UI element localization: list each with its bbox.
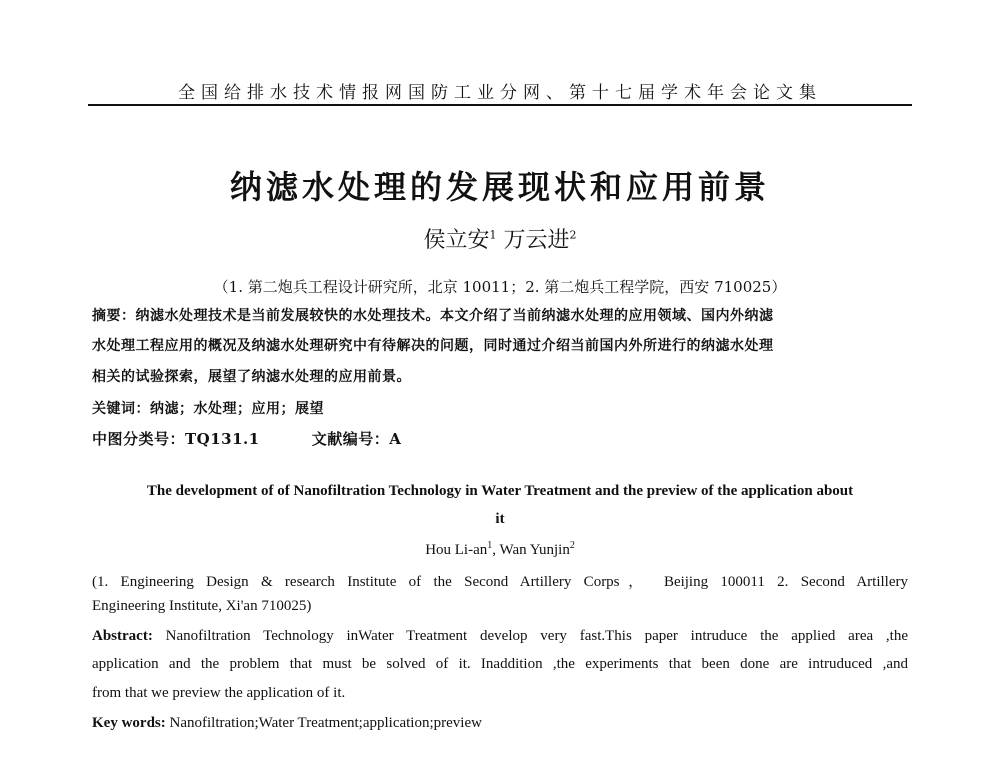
chinese-authors: [0, 223, 1000, 254]
abstract-label: Abstract:: [92, 628, 153, 644]
header-rule: [88, 104, 912, 106]
author-name: 万云进: [503, 228, 570, 253]
english-abstract-line: [92, 628, 908, 645]
english-abstract-line: application and the problem that must be solved of it. Inaddition ,the experiments that been done are intruduced ,and: [92, 656, 908, 672]
keywords-text: 纳滤；水处理；应用；展望: [150, 401, 324, 417]
english-abstract-line: from that we preview the application of it.: [92, 685, 346, 701]
author-name: Hou Li-an: [425, 542, 488, 558]
english-affiliation-line: (1. Engineering Design & research Institute of the Second Artillery Corps， Beijing 100011 2. Second Artillery: [92, 574, 908, 590]
author-name: Wan Yunjin: [499, 542, 570, 558]
keywords-text: Nanofiltration;Water Treatment;application;preview: [169, 715, 482, 731]
running-header: 全国给排水技术情报网国防工业分网、第十七届学术年会论文集: [178, 83, 822, 103]
class-value: TQ131.1: [185, 430, 260, 448]
doc-label: 文献编号：: [311, 430, 390, 448]
chinese-title: 纳滤水处理的发展现状和应用前景: [229, 168, 770, 206]
english-keywords: [92, 715, 482, 732]
chinese-affiliation: （1. 第二炮兵工程设计研究所，北京 10011；2. 第二炮兵工程学院，西安 710025）: [213, 278, 787, 296]
abstract-text: 纳滤水处理技术是当前发展较快的水处理技术。本文介绍了当前纳滤水处理的应用领域、国内外纳滤: [135, 308, 774, 324]
chinese-abstract-line: 水处理工程应用的概况及纳滤水处理研究中有待解决的问题，同时通过介绍当前国内外所进行的纳滤水处理: [92, 338, 774, 354]
author-sup: 1: [487, 540, 493, 551]
english-title-line: it: [495, 511, 505, 527]
chinese-keywords: [92, 398, 324, 418]
classification-line: [92, 428, 401, 449]
english-authors: Hou $Li-an^1$, Wan Yunjin$^2$: [425, 540, 575, 558]
keywords-label: Key words:: [92, 715, 166, 731]
english-title-line: The development of of Nanofiltration Technology in Water Treatment and the preview of the application about: [146, 483, 854, 499]
chinese-abstract-line: [92, 305, 774, 325]
abstract-label: 摘要：: [92, 308, 136, 324]
doc-value: A: [389, 430, 402, 448]
author-sup: 2: [569, 228, 577, 242]
class-label: 中图分类号：: [92, 430, 186, 448]
author-sup: 2: [569, 540, 575, 551]
english-affiliation-line: Engineering Institute, Xi'an 710025): [92, 598, 312, 614]
author-sup: 1: [489, 228, 497, 242]
chinese-abstract-line: 相关的试验探索，展望了纳滤水处理的应用前景。: [92, 369, 411, 385]
abstract-text: Nanofiltration Technology inWater Treatment develop very fast.This paper intruduce the applied area ,the: [165, 628, 908, 644]
keywords-label: 关键词：: [92, 401, 150, 417]
author-name: 侯立安: [423, 228, 490, 253]
